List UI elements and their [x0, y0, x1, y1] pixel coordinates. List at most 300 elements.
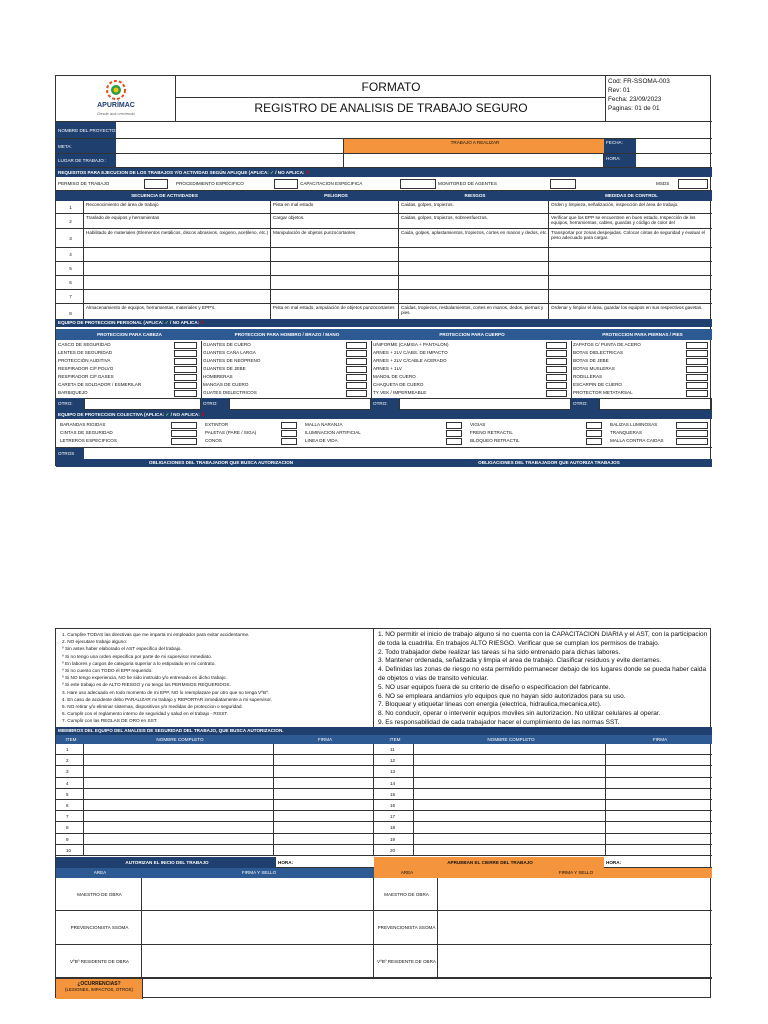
activity-text[interactable]: Reconocimiento del área de trabajo [84, 201, 271, 214]
member-sign-field[interactable] [274, 845, 374, 856]
epp-item-check[interactable] [174, 358, 197, 365]
member-name-field[interactable] [84, 778, 274, 789]
epp-item-check[interactable] [174, 390, 197, 397]
member-name-field[interactable] [414, 789, 606, 800]
member-item-number: 15 [374, 789, 414, 800]
member-sign-field[interactable] [606, 744, 712, 755]
epp-item-label: RODILLERAS [573, 374, 603, 379]
epp-col-divider [201, 341, 202, 398]
epp-item-label: RESPIRADOR C/F.POLVO [58, 366, 114, 371]
collective-item-check[interactable] [446, 430, 462, 437]
collective-item-check[interactable] [171, 430, 197, 437]
auth-close-role: PREVENCIONISTA SSOMA [374, 911, 438, 945]
collective-item-check[interactable] [446, 422, 462, 429]
risk-text[interactable] [399, 248, 549, 262]
req-work-permit-check[interactable] [144, 179, 168, 189]
collective-item-check[interactable] [676, 438, 708, 445]
member-sign-field[interactable] [606, 778, 712, 789]
activity-text[interactable]: Traslado de equipos y herramientas [84, 214, 271, 229]
auth-start-role: MAESTRO DE OBRA [56, 878, 142, 911]
doc-code: Cod: FR-SSOMA-003 [608, 78, 670, 85]
epp-other-head-field[interactable] [84, 398, 201, 410]
risk-text[interactable]: Caidas, golpes, tropiezos, sobreesfuerzos. [399, 214, 549, 229]
epp-col-arm: PROTECCION PARA HOMBRO / BRAZO / MANO [234, 332, 340, 337]
epp-item-check[interactable] [346, 382, 367, 389]
member-item-number: 19 [374, 834, 414, 845]
collective-item-label: MALLA NARANJA [305, 422, 343, 427]
member-name-field[interactable] [84, 789, 274, 800]
control-text[interactable]: Verificar que los EPP se encuentren en buen estado. Inspección de los equipos, herramientas, cables, guardas y código de color del [549, 214, 712, 229]
epp-item-check[interactable] [346, 342, 367, 349]
member-item-number: 18 [374, 822, 414, 833]
member-sign-field[interactable] [274, 822, 374, 833]
epp-item-check[interactable] [546, 342, 567, 349]
epp-item-check[interactable] [346, 358, 367, 365]
member-name-field[interactable] [414, 811, 606, 822]
obligation-seeker-item: 7. Cumplir con las REGLAS DE ORO en SST. [62, 718, 158, 724]
auth-rows [56, 878, 712, 978]
collective-item-label: BALIZAS LUMINOSAS [610, 422, 658, 427]
member-sign-field[interactable] [606, 800, 712, 811]
epp-item-check[interactable] [346, 374, 367, 381]
auth-close-sign-head: FIRMA Y SELLO [438, 868, 712, 878]
occurrences-sub: (LESIONES, IMPACTOS, OTROS) [65, 987, 133, 993]
collective-header: EQUIPO DE PROTECCION COLECTIVA (APLICA: ✓ / NO APLICA: ✗ [56, 410, 712, 419]
epp-item-label: BOTAS DE JEBE [573, 358, 609, 363]
members-col-item: ITEM [65, 737, 77, 742]
obligation-seeker-item: 6. Cumplir con el reglamento interno de seguridad y salud en el trabajo - RISST. [62, 711, 228, 717]
requirements-row [56, 177, 712, 191]
obligations-seeker-title: OBLIGACIONES DEL TRABAJADOR QUE BUSCA AUTORIZACION [148, 460, 294, 465]
auth-start-sign-head: FIRMA Y SELLO [142, 868, 374, 878]
obligations-authorizer [374, 629, 712, 727]
logo-tagline: Desde acá creciendo [97, 111, 135, 116]
control-text[interactable]: Orden y limpieza, señalización, inspección del área de trabajo. [549, 201, 712, 214]
auth-start-sign-field[interactable] [142, 878, 374, 911]
member-sign-field[interactable] [606, 766, 712, 777]
member-sign-field[interactable] [606, 822, 712, 833]
collective-item-label: PALETAS (PARE / SIGA) [205, 430, 257, 435]
activity-number: 4 [56, 248, 84, 262]
epp-item-label: ARNES + 2LV C/CABLE ACERADO [373, 358, 447, 363]
member-item-number: 13 [374, 766, 414, 777]
member-item-number: 10 [56, 845, 84, 856]
form-page-1 [55, 75, 711, 466]
epp-item-check[interactable] [686, 382, 708, 389]
obligations-header-row [56, 459, 712, 467]
project-name-field[interactable] [116, 122, 712, 139]
occurrences-title: ¿OCURRENCIAS? [77, 981, 121, 987]
member-name-field[interactable] [84, 834, 274, 845]
hazard-text[interactable] [271, 262, 399, 276]
obligation-seeker-item: 2. NO ejecutare trabajo alguno: [62, 639, 128, 645]
obligation-authorizer-item: 5. NO usar equipos fuera de su criterio de diseño o especificacion del fabricante. [378, 683, 611, 691]
epp-item-label: GUANTES DE NEOPRENO [203, 358, 261, 363]
member-name-field[interactable] [84, 755, 274, 766]
member-item-number: 14 [374, 778, 414, 789]
collective-item-check[interactable] [586, 438, 602, 445]
members-col-sign: FIRMA [317, 737, 333, 742]
collective-item-label: CINTAS DE SEGURIDAD [60, 430, 113, 435]
auth-start-title: AUTORIZAN EL INICIO DEL TRABAJO [56, 857, 276, 868]
activity-number: 5 [56, 262, 84, 276]
epp-item-label: ZAPATOS C/ PUNTA DE ACERO [573, 342, 641, 347]
req-training: CAPACITACION ESPECIFICA [300, 181, 363, 186]
activity-text[interactable] [84, 248, 271, 262]
auth-close-role: MAESTRO DE OBRA [374, 878, 438, 911]
member-name-field[interactable] [414, 755, 606, 766]
member-name-field[interactable] [84, 744, 274, 755]
members-col-name-2: NOMBRE COMPLETO [487, 737, 535, 742]
collective-item-check[interactable] [446, 438, 462, 445]
time-field[interactable] [636, 154, 712, 168]
collective-item-check[interactable] [281, 422, 297, 429]
member-sign-field[interactable] [274, 744, 374, 755]
req-procedure-check[interactable] [274, 179, 298, 189]
col-risks: RIESGOS [464, 193, 486, 198]
epp-item-label: ARNES + 2LV C/ABS. DE IMPACTO [373, 350, 448, 355]
epp-other-row [56, 398, 712, 410]
auth-start-sign-field[interactable] [142, 911, 374, 945]
auth-close-sign-field[interactable] [438, 945, 712, 978]
form-title: FORMATO [361, 80, 421, 94]
member-name-field[interactable] [84, 800, 274, 811]
control-text[interactable] [549, 262, 712, 276]
epp-item-label: UNIFORME (CAMISA + PANTALON) [373, 342, 449, 347]
member-sign-field[interactable] [606, 755, 712, 766]
epp-item-check[interactable] [546, 382, 567, 389]
member-item-number: 2 [56, 755, 84, 766]
members-header: MIEMBROS DEL EQUIPO DEL ANALISIS DE SEGURIDAD DEL TRABAJO, QUE BUSCA AUTORIZACION. [56, 727, 712, 735]
collective-item-label: TRANQUERAS [610, 430, 642, 435]
hazard-text[interactable] [271, 276, 399, 290]
collective-item-check[interactable] [171, 422, 197, 429]
epp-item-label: LENTES DE SEGURIDAD [58, 350, 113, 355]
auth-start-role: PREVENCIONISTA SSOMA [56, 911, 142, 945]
obligation-seeker-item: º Si no tengo una orden especifica por parte de mi supervisor inmediato. [62, 653, 212, 659]
control-text[interactable]: Transportar por zonas despejadas. Colocar cintas de seguridad y evaluar el peso adecuado para cargar. [549, 229, 712, 248]
obligation-authorizer-item: 8. No conducir, operar o intervenir equipos moviles sin autorizacion. No utilizar celulares al operar. [378, 710, 661, 718]
auth-start-area-head: AREA [56, 868, 142, 878]
collective-other-label: OTROS [56, 448, 84, 459]
epp-item-check[interactable] [546, 390, 567, 397]
auth-start-sign-field[interactable] [142, 945, 374, 978]
auth-start-hour-label: HORA: [276, 857, 374, 868]
activities-header [56, 191, 712, 201]
activity-number: 1 [56, 201, 84, 214]
collective-item-check[interactable] [171, 438, 197, 445]
epp-item-check[interactable] [546, 374, 567, 381]
collective-item-label: LINEA DE VIDA [305, 438, 338, 443]
epp-item-check[interactable] [174, 350, 197, 357]
member-sign-field[interactable] [606, 845, 712, 856]
obligation-seeker-item: 5. NO retirar y/o eliminar sistemas, dispositivos y/o medidas de proteccion o seguridad. [62, 704, 243, 710]
obligations-seeker [56, 629, 374, 727]
epp-col-legs: PROTECCION PARA PIERNAS / PIES [602, 332, 683, 337]
collective-item-label: ILUMINACION ARTIFICIAL [305, 430, 361, 435]
member-name-field[interactable] [84, 811, 274, 822]
control-text[interactable]: Ordenar y limpiar el área, guardar los equipos en sus respectivos gavetas. [549, 304, 712, 323]
hazard-text[interactable]: Cargar objetos. [271, 214, 399, 229]
obligation-seeker-item: 1. Cumplire TODAS las directivas que me imparta mi empleador para evitar accidentarme. [62, 632, 250, 637]
epp-item-check[interactable] [174, 342, 197, 349]
obligation-seeker-item: º Sin antes haber elaborado el AST especifico del trabajo. [62, 646, 182, 652]
hazard-text[interactable]: Pista en mal estado, ampulación de objetos punzocortantes [271, 304, 399, 323]
epp-item-check[interactable] [686, 350, 708, 357]
epp-item-check[interactable] [174, 366, 197, 373]
member-name-field[interactable] [414, 822, 606, 833]
epp-item-label: GUANTES CAÑA LARGA [203, 350, 256, 355]
obligation-authorizer-item: 9. Es responsabilidad de cada trabajador hacer el cumplimiento de las normas SST. [378, 718, 620, 726]
work-to-do-label: TRABAJO A REALIZAR [344, 139, 604, 154]
epp-list [56, 341, 712, 398]
activity-text[interactable]: Almacenamiento de equipos, herramientas, materiales y EPP's. [84, 304, 271, 323]
epp-item-label: MANDIL DE CUERO [373, 374, 416, 379]
collective-item-label: BLOQUEO RETRACTIL [470, 438, 520, 443]
members-col-sign-2: FIRMA [652, 737, 668, 742]
member-item-number: 9 [56, 834, 84, 845]
member-sign-field[interactable] [274, 766, 374, 777]
epp-item-check[interactable] [546, 350, 567, 357]
member-sign-field[interactable] [274, 811, 374, 822]
date-field[interactable] [636, 139, 712, 154]
collective-item-label: EXTINTOR [205, 422, 229, 427]
doc-pages: Paginas: 01 de 01 [608, 105, 660, 112]
project-name-label: NOMBRE DEL PROYECTO: [56, 122, 116, 139]
epp-item-label: GUANTES DE JEBE [203, 366, 246, 371]
collective-item-label: VIGIAS [470, 422, 486, 427]
epp-item-label: CARETA DE SOLDADOR / ESMERILAR [58, 382, 142, 387]
epp-col-head: PROTECCION PARA CABEZA [97, 332, 162, 337]
hazard-text[interactable] [271, 290, 399, 304]
activity-text[interactable] [84, 276, 271, 290]
member-item-number: 12 [374, 755, 414, 766]
activity-text[interactable]: Habilitado de materiales (Elementos metálicos, discos abrasivos, oxigeno, acetileno, etc.) [84, 229, 271, 248]
member-name-field[interactable] [84, 766, 274, 777]
doc-rev: Rev: 01 [608, 87, 631, 94]
activity-number: 8 [56, 304, 84, 323]
member-item-number: 8 [56, 822, 84, 833]
member-item-number: 7 [56, 811, 84, 822]
epp-item-label: RESPIRADOR C/F.GASES [58, 374, 114, 379]
activity-text[interactable] [84, 290, 271, 304]
control-text[interactable] [549, 248, 712, 262]
obligations-authorizer-title: OBLIGACIONES DEL TRABAJADOR QUE AUTORIZA TRABAJOS [478, 460, 620, 465]
epp-item-label: MANGAS DE CUERO [203, 382, 249, 387]
epp-item-check[interactable] [346, 350, 367, 357]
obligation-seeker-item: 4. En caso de accidente debo PARALIZAR mi trabajo y REPORTAR inmediatamente a mi supervisor. [62, 696, 272, 702]
obligation-seeker-item: º Si este trabajo es de ALTO RIESGO y no tengo los PERMISOS REQUERIDOS. [62, 682, 231, 688]
member-name-field[interactable] [414, 845, 606, 856]
member-sign-field[interactable] [274, 800, 374, 811]
epp-item-label: PROTECTOR METATARSAL [573, 390, 633, 395]
time-label: HORA: [604, 154, 636, 168]
epp-item-label: TY VEK / IMPERMEABLE [373, 390, 427, 395]
form-page-2 [55, 628, 711, 998]
epp-item-label: GUANTES DE CUERO [203, 342, 251, 347]
activity-text[interactable] [84, 262, 271, 276]
member-name-field[interactable] [414, 800, 606, 811]
collective-item-label: CONOS [205, 438, 222, 443]
epp-other-arm-field[interactable] [229, 398, 371, 410]
workplace-label: LUGAR DE TRABAJO : [56, 154, 116, 168]
members-cols [56, 735, 712, 744]
risk-text[interactable]: Caídas, tropiezos, resbalamientos, cortes en manos, dedos, piernas y pies. [399, 304, 549, 323]
requirements-header: REQUISITOS PARA EJECUCION DE LOS TRABAJOS Y/O ACTIVIDAD SEGÚN APLIQUE (APLICA: ✓ / NO APLICA: ✗ [56, 168, 712, 177]
req-work-permit: PERMISO DE TRABAJO [58, 181, 110, 186]
meta-field[interactable] [116, 139, 344, 154]
epp-cols-header [56, 329, 712, 340]
member-item-number: 20 [374, 845, 414, 856]
member-item-number: 11 [374, 744, 414, 755]
collective-item-label: FRENO RETRACTIL [470, 430, 513, 435]
epp-item-label: BOTAS DIELECTRICAS [573, 350, 623, 355]
epp-item-label: BARBIQUEJO [58, 390, 88, 395]
header-meta-cell [606, 76, 712, 122]
auth-close-title: APRUEBAN EL CIERRE DEL TRABAJO [374, 857, 604, 868]
apurimac-logo-icon [96, 79, 136, 101]
epp-item-label: CHAQUETA DE CUERO [373, 382, 424, 387]
collective-item-check[interactable] [676, 430, 708, 437]
member-sign-field[interactable] [606, 834, 712, 845]
members-col-name: NOMBRE COMPLETO [156, 737, 204, 742]
req-monitoring-check[interactable] [550, 179, 576, 189]
obligation-authorizer-item: 4. Definidas las zonas de riesgo no esta permitido permanecer debajo de los lugares donde se pueda haber caida de objetos o vias de transito vehicular. [378, 666, 707, 682]
collective-item-check[interactable] [586, 422, 602, 429]
member-sign-field[interactable] [274, 755, 374, 766]
member-item-number: 3 [56, 766, 84, 777]
epp-item-check[interactable] [686, 374, 708, 381]
epp-other-body-label: OTRO: [371, 398, 399, 410]
obligation-seeker-item: º Si NO tengo experiencia, NO he sido instruido y/o entrenado en dicho trabajo. [62, 675, 227, 681]
member-sign-field[interactable] [274, 834, 374, 845]
epp-item-check[interactable] [686, 366, 708, 373]
req-training-check[interactable] [400, 179, 436, 189]
epp-item-label: BOTAS MUSLERAS [573, 366, 615, 371]
epp-item-check[interactable] [546, 358, 567, 365]
member-sign-field[interactable] [606, 811, 712, 822]
member-name-field[interactable] [84, 845, 274, 856]
epp-item-label: PROTECCIÓN AUDITIVA [58, 358, 111, 363]
collective-other-field[interactable] [84, 448, 712, 459]
risk-text[interactable] [399, 276, 549, 290]
obligation-authorizer-item: 1. NO permitir el inicio de trabajo alguno si no cuenta con la CAPACITACION DIARIA y el AST, con la participacion de toda la cuadrilla. En trabajos ALTO RIESGO. Verificar que se cumplan los permisos de trabajo. [378, 631, 708, 647]
date-label: FECHA: [604, 139, 636, 154]
member-item-number: 17 [374, 811, 414, 822]
control-text[interactable] [549, 290, 712, 304]
activities-rows [56, 201, 712, 321]
member-item-number: 16 [374, 800, 414, 811]
occurrences-field[interactable] [142, 978, 712, 999]
collective-item-check[interactable] [586, 430, 602, 437]
obligation-seeker-item: º En labores y cargos de categoria superior a lo estipulado en mi contrato. [62, 660, 216, 666]
control-text[interactable] [549, 276, 712, 290]
meta-label: META: [56, 139, 116, 154]
activity-number: 6 [56, 276, 84, 290]
obligation-seeker-item: º Si no cuento con TODO el EPP requerido. [62, 668, 153, 674]
epp-item-check[interactable] [686, 358, 708, 365]
epp-item-label: ESCARPIN DE CUERO [573, 382, 623, 387]
obligation-authorizer-item: 3. Mantener ordenada, señalizada y limpia el area de trabajo. Clasificar residuos y evite derrames. [378, 657, 662, 665]
member-sign-field[interactable] [606, 789, 712, 800]
collective-item-check[interactable] [676, 422, 708, 429]
member-sign-field[interactable] [274, 778, 374, 789]
activity-number: 7 [56, 290, 84, 304]
risk-text[interactable]: Caida, golpes, aplastamientos, tropiezos, cortes en manos y dedos, etc. [399, 229, 549, 248]
obligation-seeker-item: 3. Hare uso adecuado en todo momento de mi EPP, NO lo reemplazare por otro que no tenga VºBº. [62, 689, 270, 695]
auth-start-role: VºBº RESIDENTE DE OBRA [56, 945, 142, 978]
obligation-authorizer-item: 6. NO se empleara andamios y/o equipos que no hayan sido autorizados para su uso. [378, 692, 626, 700]
member-name-field[interactable] [414, 766, 606, 777]
member-item-number: 4 [56, 778, 84, 789]
member-name-field[interactable] [414, 778, 606, 789]
req-procedure: PROCEDIMIENTO ESPECIFICO [176, 181, 244, 186]
epp-item-label: CASCO DE SEGURIDAD [58, 342, 111, 347]
epp-item-check[interactable] [686, 390, 708, 397]
epp-item-label: GUATES DIELECTRICOS [203, 390, 257, 395]
hazard-text[interactable] [271, 248, 399, 262]
risk-text[interactable] [399, 290, 549, 304]
epp-item-check[interactable] [174, 382, 197, 389]
work-field[interactable] [344, 154, 604, 168]
auth-close-area-head: AREA [374, 868, 438, 878]
epp-item-label: HOMBRERAS [203, 374, 233, 379]
epp-item-check[interactable] [686, 342, 708, 349]
auth-close-sign-field[interactable] [438, 878, 712, 911]
auth-close-role: VºBº RESIDENTE DE OBRA [374, 945, 438, 978]
hazard-text[interactable]: Pista en mal estado [271, 201, 399, 214]
hazard-text[interactable]: Manipulación de objetos punzocortantes [271, 229, 399, 248]
member-name-field[interactable] [414, 834, 606, 845]
collective-other-row [56, 447, 712, 459]
activity-number: 3 [56, 229, 84, 248]
epp-item-check[interactable] [346, 390, 367, 397]
member-name-field[interactable] [414, 744, 606, 755]
workplace-field[interactable] [116, 154, 344, 168]
auth-close-sign-field[interactable] [438, 911, 712, 945]
col-controls: MEDIDAS DE CONTROL [605, 193, 658, 198]
collective-item-label: BARANDAS RIGIDAS [60, 422, 106, 427]
doc-date: Fecha: 23/09/2023 [608, 96, 662, 103]
epp-other-body-field[interactable] [399, 398, 571, 410]
risk-text[interactable]: Caidas, golpes, tropiezos. [399, 201, 549, 214]
member-item-number: 1 [56, 744, 84, 755]
epp-header: EQUIPO DE PROTECCION PERSONAL (APLICA: ✓ / NO APLICA: ✗ [56, 319, 712, 327]
col-hazards: PELIGROS [324, 193, 348, 198]
collective-item-label: LETREROS ESPECIFICOS [60, 438, 117, 443]
epp-other-legs-label: OTRO: [571, 398, 599, 410]
epp-col-divider [571, 341, 572, 398]
req-msds: MSDS [656, 181, 670, 186]
risk-text[interactable] [399, 262, 549, 276]
occurrences-label [56, 978, 142, 999]
req-msds-check[interactable] [678, 179, 708, 189]
member-sign-field[interactable] [274, 789, 374, 800]
epp-item-check[interactable] [346, 366, 367, 373]
member-name-field[interactable] [84, 822, 274, 833]
epp-item-check[interactable] [546, 366, 567, 373]
epp-col-body: PROTECCION PARA CUERPO [439, 332, 505, 337]
epp-item-label: ARNES + 1LV [373, 366, 402, 371]
epp-item-check[interactable] [174, 374, 197, 381]
collective-item-check[interactable] [281, 438, 297, 445]
obligation-authorizer-item: 7. Bloquear y etiquetar lineas con energia (electrica, hidraulica,mecanica,etc). [378, 701, 602, 709]
req-monitoring: MONITOREO DE AGENTES [438, 181, 497, 186]
collective-item-check[interactable] [281, 430, 297, 437]
member-item-number: 5 [56, 789, 84, 800]
member-item-number: 6 [56, 800, 84, 811]
epp-other-legs-field[interactable] [599, 398, 712, 410]
